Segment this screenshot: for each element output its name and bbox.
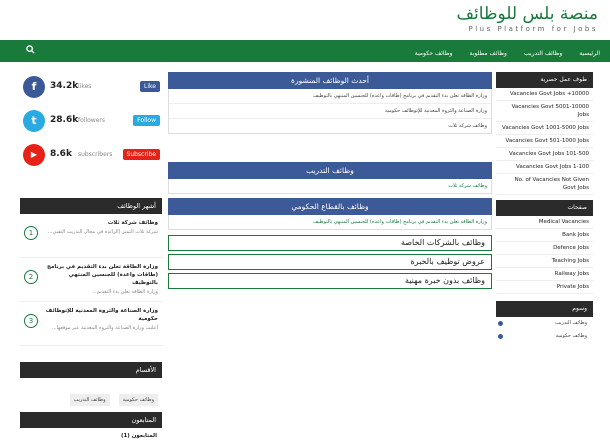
page-link-bank[interactable]: Bank Jobs <box>496 229 593 242</box>
facebook-count: 34.2k <box>50 81 79 91</box>
popular-num: 1 <box>24 226 38 240</box>
vacancy-link[interactable]: Vacancies Govt Jobs 1-100 <box>496 161 593 174</box>
twitter-widget <box>20 106 162 136</box>
right-sidebar <box>496 72 593 343</box>
site-header <box>0 0 610 40</box>
label-text: وظائف حكومية <box>555 333 587 339</box>
popular-title: أشهر الوظائف <box>20 198 162 214</box>
popular-item-title[interactable]: وزارة الطاقة تعلن بدء التقديم في برنامج (طاقات واعدة) للجنسين المنتهي بالتوظيف <box>47 264 158 286</box>
no-experience-jobs-link[interactable]: وظائف بدون خبرة مهنية <box>168 273 492 289</box>
vacancy-link[interactable]: Vacancies Govt 1001-5000 Jobs <box>496 122 593 135</box>
page-link-railway[interactable]: Railway Jobs <box>496 268 593 281</box>
list-item[interactable]: وظائف شركة ثلات <box>448 183 487 189</box>
nav-home[interactable]: الرئيسية <box>579 50 600 57</box>
logo-english: Plus Platform for Jobs <box>468 25 598 33</box>
experience-jobs-link[interactable]: عروض توظيف بالخبرة <box>168 254 492 270</box>
vacancy-link[interactable]: No. of Vacancies Not Given Govt Jobs <box>496 174 593 195</box>
list-item[interactable]: وظائف شركة ثلات <box>448 123 487 129</box>
latest-jobs-title[interactable]: أحدث الوظائف المنشورة <box>168 72 492 89</box>
vacancy-link[interactable]: Vacancies Govt 501-1000 Jobs <box>496 135 593 148</box>
followers-count: المتابعون (1) <box>120 433 157 439</box>
page-link-medical[interactable]: Medical Vacancies <box>496 216 593 229</box>
facebook-like-button[interactable]: Like <box>140 81 160 92</box>
popular-item-title[interactable]: وزارة الصناعة والثروة المعدنية للإتوظائف حكومية <box>45 308 158 322</box>
popular-num: 3 <box>24 314 38 328</box>
popular-item[interactable] <box>20 214 162 258</box>
vacancy-link[interactable]: Vacancies Govt Jobs 101-500 <box>496 148 593 161</box>
popular-num: 2 <box>24 270 38 284</box>
vacancy-link[interactable]: Vacancies Govt 5001-10000 Jobs <box>496 101 593 122</box>
left-sidebar <box>20 72 162 444</box>
youtube-widget <box>20 140 162 170</box>
main-nav <box>0 40 610 62</box>
popular-item-text: وزارة الطاقة تعلن بدء التقديم... <box>92 289 158 295</box>
followers-title: المتابعون <box>20 412 162 428</box>
government-jobs-title[interactable]: وظائف بالقطاع الحكومي <box>168 198 492 215</box>
list-item[interactable]: وزارة الطاقة تعلن بدء التقديم في برنامج (طاقات واعدة) للجنسين المنتهي بالتوظيف <box>312 219 487 225</box>
categories-title: الأقسام <box>20 362 162 378</box>
private-sector-jobs-link[interactable]: وظائف بالشركات الخاصة <box>168 235 492 251</box>
training-jobs-title[interactable]: وظائف التدريب <box>168 162 492 179</box>
bullet-icon <box>498 334 503 339</box>
main-content <box>168 72 492 289</box>
search-icon[interactable] <box>26 45 35 58</box>
facebook-icon[interactable]: f <box>23 76 45 98</box>
page-link-private[interactable]: Private Jobs <box>496 281 593 294</box>
popular-item-text: أعلنت وزارة الصناعة والثروة المعدنية عبر موقعها... <box>51 325 158 331</box>
latest-jobs-list <box>168 89 492 134</box>
logo-arabic: منصة بلس للوظائف <box>456 4 598 24</box>
popular-item-title[interactable]: وظائف شركة ثلات <box>107 220 158 226</box>
government-jobs-list <box>168 215 492 230</box>
page-link-teaching[interactable]: Teaching Jobs <box>496 255 593 268</box>
facebook-widget <box>20 72 162 102</box>
label-text: وظائف التدريب <box>555 320 587 326</box>
popular-item[interactable] <box>20 258 162 302</box>
training-jobs-list <box>168 179 492 194</box>
facebook-label: likes <box>78 83 92 90</box>
label-government[interactable] <box>496 330 593 343</box>
nav-training-jobs[interactable]: وظائف التدريب <box>524 50 563 57</box>
twitter-label: followers <box>78 117 105 124</box>
nav-government-jobs[interactable]: وظائف حكومية <box>414 50 453 57</box>
label-training[interactable] <box>496 317 593 330</box>
vacancy-link[interactable]: Vacancies Govt Jobs +10000 <box>496 88 593 101</box>
bullet-icon <box>498 321 503 326</box>
youtube-icon[interactable]: ▶ <box>23 144 45 166</box>
labels-title: وسوم <box>496 301 593 317</box>
vacancies-title: طوف عمل حصرية <box>496 72 593 88</box>
list-item[interactable]: وزارة الصناعة والثروة المعدنية للإتوظائف حكومية <box>169 104 491 119</box>
popular-item[interactable] <box>20 302 162 346</box>
pages-title: صفحات <box>496 200 593 216</box>
tag-training-jobs[interactable]: وظائف التدريب <box>70 394 110 406</box>
categories-tags <box>20 378 162 406</box>
youtube-label: subscribers <box>78 151 113 158</box>
site-logo[interactable] <box>456 4 598 33</box>
twitter-count: 28.6k <box>50 115 79 125</box>
tag-government-jobs[interactable]: وظائف حكومية <box>119 394 158 406</box>
page-link-defence[interactable]: Defence Jobs <box>496 242 593 255</box>
nav-wanted-jobs[interactable]: وظائف مطلوبة <box>469 50 507 57</box>
list-item[interactable]: وزارة الطاقة تعلن بدء التقديم في برنامج (طاقات واعدة) للجنسين المنتهي بالتوظيف <box>169 89 491 104</box>
youtube-count: 8.6k <box>50 149 72 159</box>
youtube-subscribe-button[interactable]: Subscribe <box>123 149 160 160</box>
twitter-follow-button[interactable]: Follow <box>133 115 160 126</box>
popular-item-text: شركة ثلات التميز (الرائدة في مجال التدريب التقني... <box>47 229 158 235</box>
twitter-icon[interactable]: t <box>23 110 45 132</box>
